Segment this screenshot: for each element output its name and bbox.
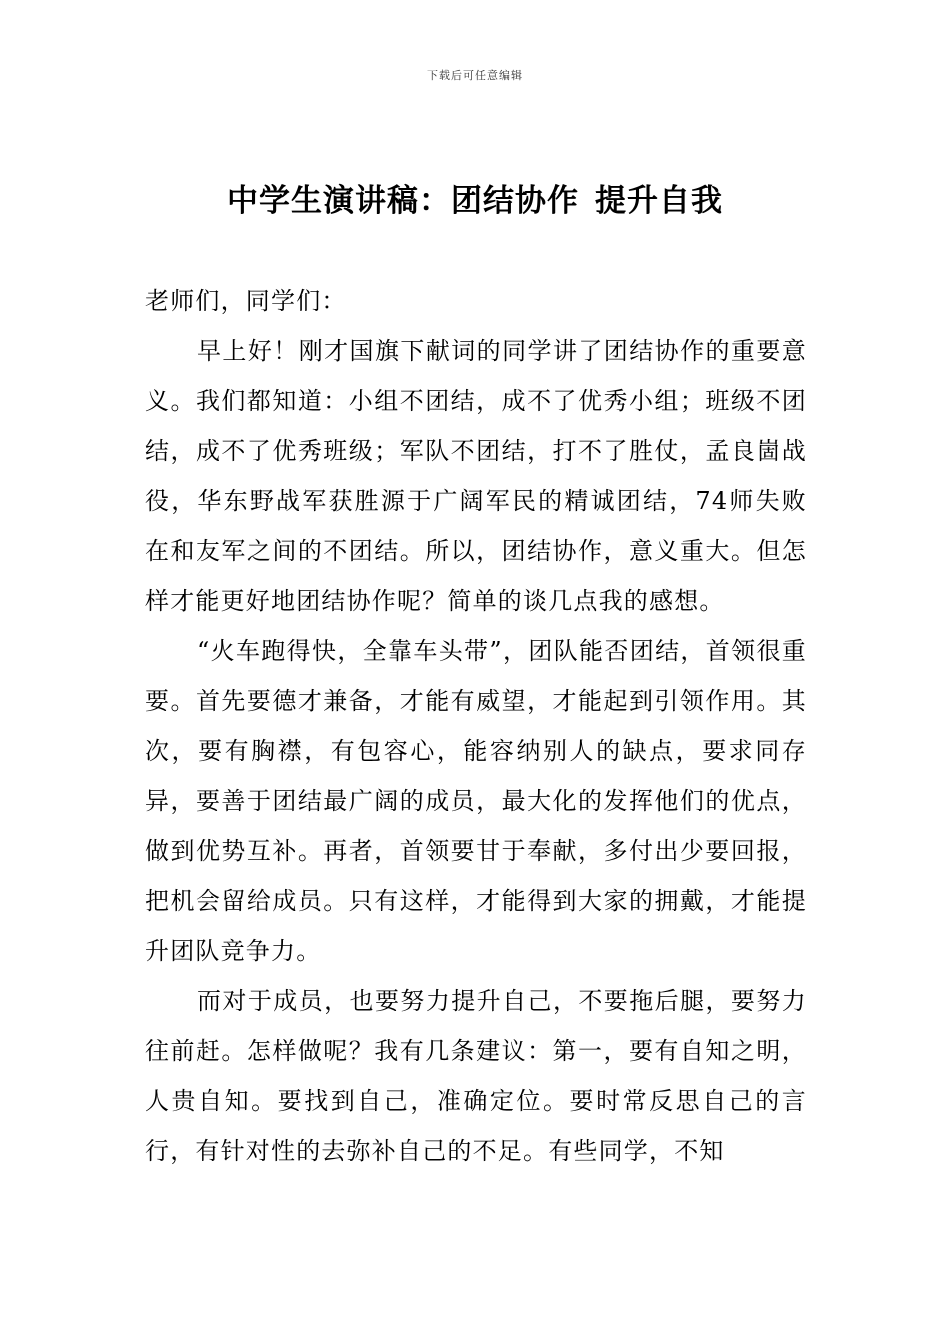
paragraph-1: 早上好！刚才国旗下献词的同学讲了团结协作的重要意义。我们都知道：小组不团结，成不了优秀小组；班级不团结，成不了优秀班级；军队不团结，打不了胜仗，孟良崮战役，华东野战军获胜源于广阔军民的精诚团结，74师失败在和友军之间的不团结。所以，团结协作，意义重大。但怎样才能更好地团结协作呢？简单的谈几点我的感想。 [145, 337, 807, 615]
document-body [145, 276, 807, 1176]
document-title [0, 175, 950, 220]
paragraph-3: 而对于成员，也要努力提升自己，不要拖后腿，要努力往前赶。怎样做呢？我有几条建议：第一，要有自知之明，人贵自知。要找到自己，准确定位。要时常反思自己的言行，有针对性的去弥补自己的不足。有些同学，不知 [145, 987, 807, 1165]
title-sub: 提升自我 [595, 183, 723, 219]
salutation: 老师们，同学们： [145, 287, 347, 315]
header-note: 下载后可任意编辑 [427, 69, 523, 82]
title-main: 中学生演讲稿：团结协作 [227, 183, 579, 219]
paragraph-2: “火车跑得快，全靠车头带”，团队能否团结，首领很重要。首先要德才兼备，才能有威望，才能起到引领作用。其次，要有胸襟，有包容心，能容纳别人的缺点，要求同存异，要善于团结最广阔的成员，最大化的发挥他们的优点，做到优势互补。再者，首领要甘于奉献，多付出少要回报，把机会留给成员。只有这样，才能得到大家的拥戴，才能提升团队竞争力。 [145, 637, 807, 965]
